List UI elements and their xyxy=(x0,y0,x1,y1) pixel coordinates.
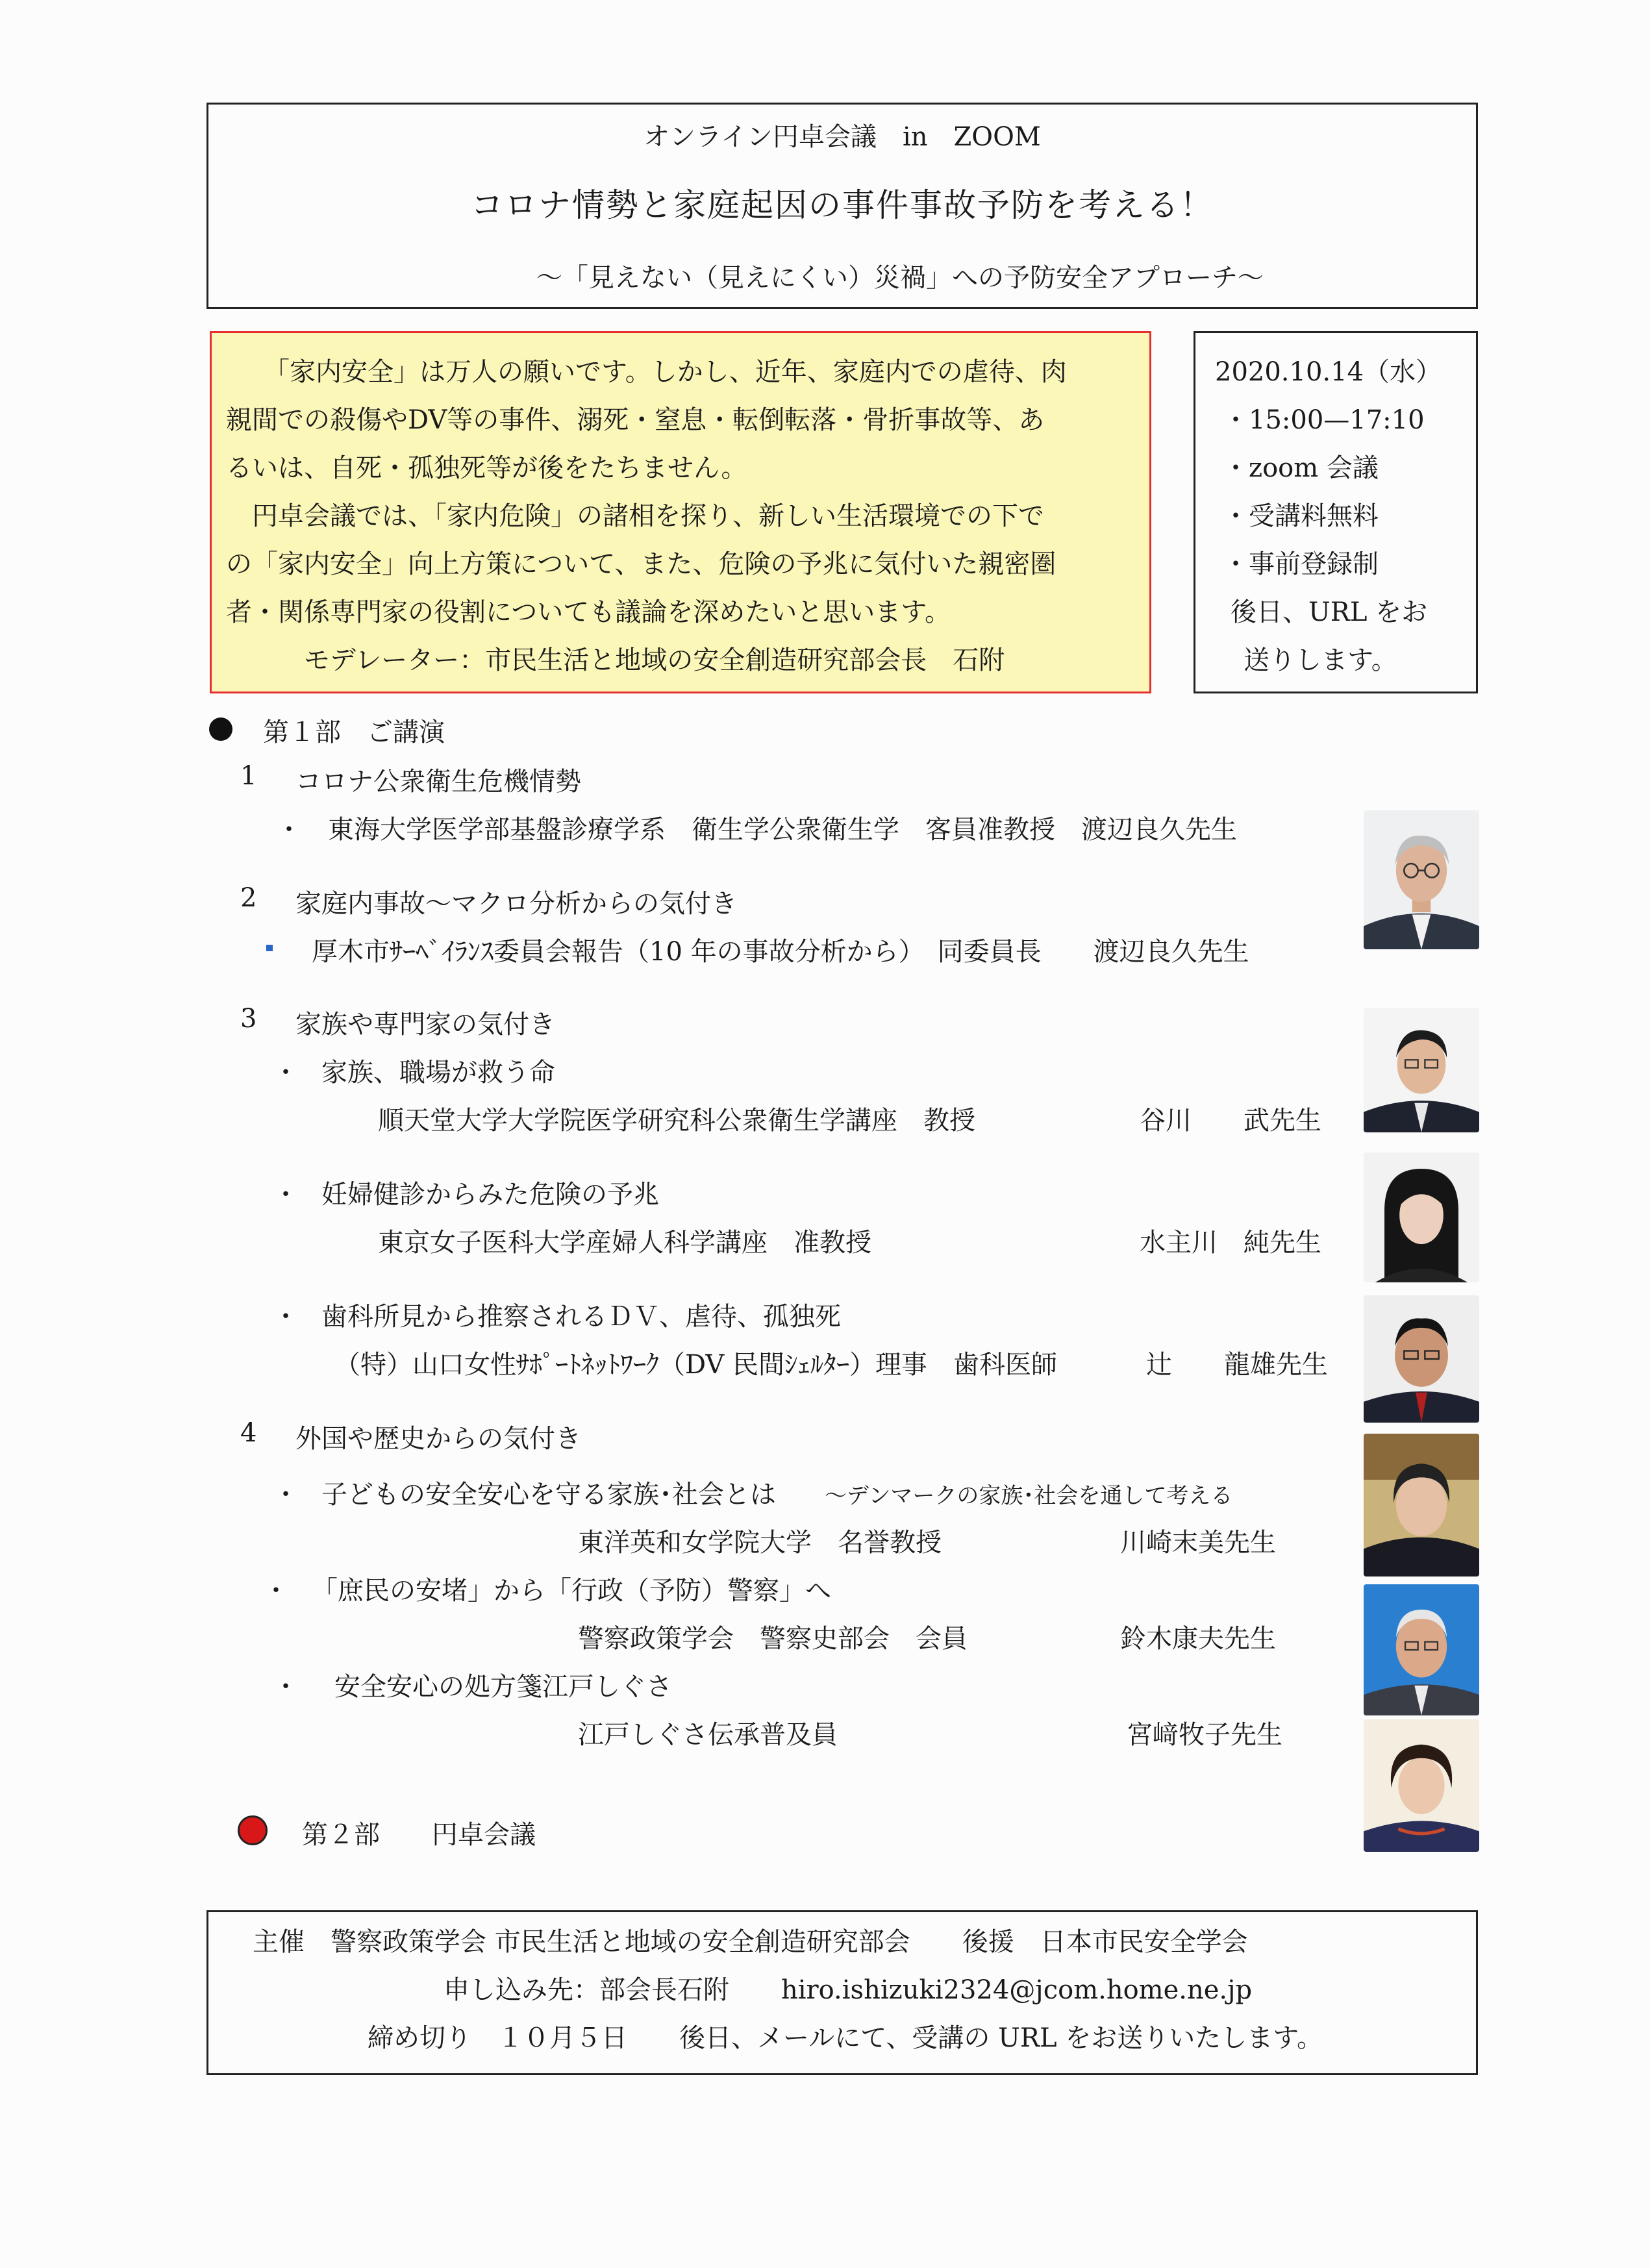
bullet: ・ xyxy=(273,1180,299,1210)
speaker-affiliation: 江戸しぐさ伝承普及員 xyxy=(578,1720,838,1750)
moderator: モデレーター：市民生活と地域の安全創造研究部会長 石附 xyxy=(304,645,1005,675)
intro-line: 「家内安全」は万人の願いです。しかし、近年、家庭内での虐待、肉 xyxy=(264,357,1067,387)
event-title: コロナ情勢と家庭起因の事件事故予防を考える！ xyxy=(471,186,1214,224)
bullet: ・ xyxy=(263,1576,289,1606)
speaker-affiliation: 東京女子医科大学産婦人科学講座 准教授 xyxy=(378,1228,871,1258)
speaker-photo-miyazaki xyxy=(1364,1719,1479,1852)
section-number: 3 xyxy=(240,1004,257,1034)
section-number: 1 xyxy=(240,761,257,791)
bullet: ・ xyxy=(273,1672,299,1702)
speaker-name: 水主川 純先生 xyxy=(1140,1228,1321,1258)
speaker-photo-suzuki xyxy=(1364,1584,1479,1715)
intro-box xyxy=(210,331,1151,693)
topic-title: 妊婦健診からみた危険の予兆 xyxy=(321,1180,659,1210)
speaker-affiliation: 警察政策学会 警察史部会 会員 xyxy=(578,1624,968,1654)
speaker-name: 谷川 武先生 xyxy=(1140,1106,1321,1136)
intro-line: るいは、自死・孤独死等が後をたちません。 xyxy=(226,453,747,483)
section-title: コロナ公衆衛生危機情勢 xyxy=(295,767,581,797)
section-title: 家族や専門家の気付き xyxy=(295,1010,555,1040)
organizer-line: 主催 警察政策学会 市民生活と地域の安全創造研究部会 後援 日本市民安全学会 xyxy=(253,1927,1248,1957)
topic-title: 家族、職場が救う命 xyxy=(321,1058,555,1088)
info-venue: ・zoom 会議 xyxy=(1223,453,1379,483)
speaker-affiliation: （特）山口女性ｻﾎﾟｰﾄﾈｯﾄﾜｰｸ（DV 民間ｼｪﾙﾀｰ）理事 歯科医師 xyxy=(334,1350,1057,1380)
topic-title: 歯科所見から推察されるＤＶ、虐待、孤独死 xyxy=(321,1302,841,1332)
part1-heading: 第１部 ご講演 xyxy=(263,717,445,747)
bullet-marker xyxy=(266,945,273,951)
speaker-photo-watanabe xyxy=(1364,810,1479,949)
intro-line: 者・関係専門家の役割についても議論を深めたいと思います。 xyxy=(226,597,951,627)
speaker-name: 鈴木康夫先生 xyxy=(1120,1624,1276,1654)
event-tagline: ～「見えない（見えにくい）災禍」への予防安全アプローチ～ xyxy=(536,263,1264,293)
speaker-name: 辻 龍雄先生 xyxy=(1146,1350,1328,1380)
info-note: 送りします。 xyxy=(1244,645,1397,675)
section-title: 家庭内事故～マクロ分析からの気付き xyxy=(295,889,737,919)
speaker-line: 厚木市ｻｰﾍﾞｲﾗﾝｽ委員会報告（10 年の事故分析から） 同委員長 渡辺良久先生 xyxy=(312,937,1249,967)
speaker-photo-tanigawa xyxy=(1364,1008,1479,1132)
section-title: 外国や歴史からの気付き xyxy=(295,1424,581,1454)
topic-subtitle: ～デンマークの家族･社会を通して考える xyxy=(825,1483,1233,1509)
topic-title: 子どもの安全安心を守る家族･社会とは xyxy=(321,1480,776,1510)
speaker-line: ・ 東海大学医学部基盤診療学系 衛生学公衆衛生学 客員准教授 渡辺良久先生 xyxy=(276,815,1237,845)
topic-title: 安全安心の処方箋江戸しぐさ xyxy=(334,1672,672,1702)
intro-line: の「家内安全」向上方策について、また、危険の予兆に気付いた親密圏 xyxy=(226,549,1056,579)
section-number: 2 xyxy=(240,883,257,913)
speaker-name: 宮﨑牧子先生 xyxy=(1127,1720,1282,1750)
intro-line: 親間での殺傷やDV等の事件、溺死・窒息・転倒転落・骨折事故等、あ xyxy=(226,405,1045,435)
bullet: ・ xyxy=(273,1480,299,1510)
bullet: ・ xyxy=(273,1058,299,1088)
info-registration: ・事前登録制 xyxy=(1223,549,1379,579)
footer-box xyxy=(206,1910,1478,2075)
info-note: 後日、URL をお xyxy=(1231,597,1428,627)
deadline-line: 締め切り １０月５日 後日、メールにて、受講の URL をお送りいたします。 xyxy=(368,2023,1323,2053)
speaker-affiliation: 順天堂大学大学院医学研究科公衆衛生学講座 教授 xyxy=(378,1106,975,1136)
event-subtitle: オンライン円卓会議 in ZOOM xyxy=(644,122,1041,152)
info-box xyxy=(1194,331,1478,693)
section-number: 4 xyxy=(240,1418,257,1448)
speaker-photo-kakogawa xyxy=(1364,1153,1479,1282)
part2-dot xyxy=(238,1815,268,1845)
event-date: 2020.10.14（水） xyxy=(1215,357,1442,387)
speaker-affiliation: 東洋英和女学院大学 名誉教授 xyxy=(578,1528,942,1558)
part1-dot xyxy=(209,717,232,741)
bullet: ・ xyxy=(273,1302,299,1332)
application-line: 申し込み先：部会長石附 hiro.ishizuki2324@jcom.home.ne.jp xyxy=(444,1975,1253,2005)
info-time: ・15:00—17:10 xyxy=(1223,405,1425,435)
part2-heading: 第２部 円卓会議 xyxy=(302,1820,536,1850)
speaker-photo-tsuji xyxy=(1364,1295,1479,1423)
intro-line: 円卓会議では、「家内危険」の諸相を探り、新しい生活環境での下で xyxy=(252,501,1044,531)
speaker-photo-kawasaki xyxy=(1364,1434,1479,1576)
speaker-name: 川崎末美先生 xyxy=(1120,1528,1276,1558)
topic-title: 「庶民の安堵」から「行政（予防）警察」へ xyxy=(312,1576,831,1606)
info-fee: ・受講料無料 xyxy=(1223,501,1379,531)
header-box xyxy=(206,103,1478,309)
